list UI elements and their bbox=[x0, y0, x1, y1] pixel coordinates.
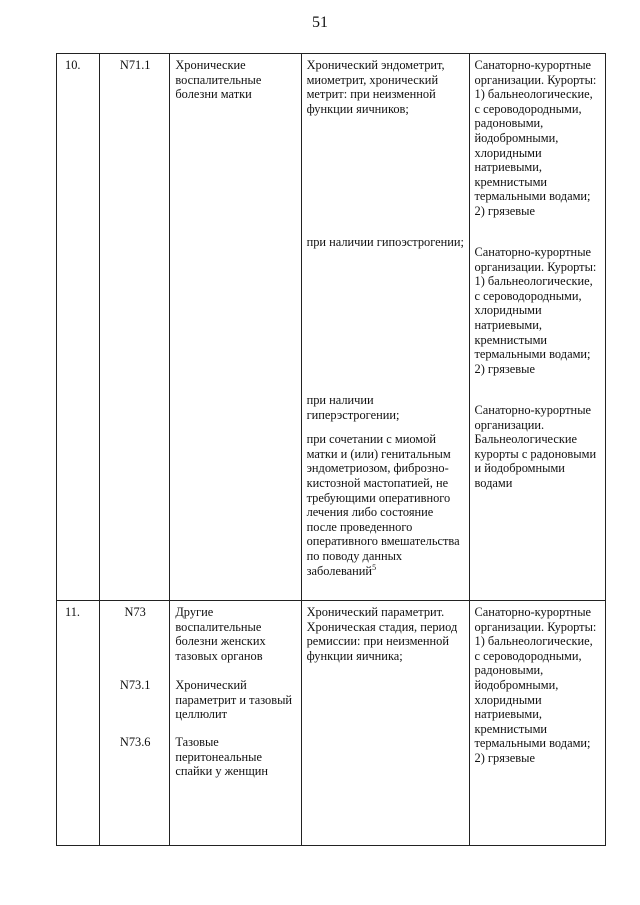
condition-text: при наличии гипоэстрогении; bbox=[306, 235, 464, 249]
recommendation-text: Санаторно-курортные организации. Курорты: 1) бальнеологические, с сероводородными, хлоридными натриевыми, кремнистыми термальными водами; 2) грязевые bbox=[474, 245, 597, 376]
row-number: 11. bbox=[57, 601, 100, 846]
table-row bbox=[57, 601, 606, 846]
disease-name: Другие воспалительные болезни женских тазовых органов bbox=[175, 605, 266, 663]
disease-names-cell bbox=[170, 601, 301, 846]
icd-codes-cell bbox=[100, 601, 170, 846]
icd-code: N73.6 bbox=[119, 735, 151, 749]
recommendation-text: Санаторно-курортные организации. Курорты: 1) бальнеологические, с сероводородными, радоновыми, йодобромными, хлоридными натриевыми, кремнистыми термальными водами; 2) грязевые bbox=[474, 58, 597, 218]
condition-text: Хронический параметрит. Хроническая стадия, период ремиссии: при неизменной функции яичника; bbox=[301, 601, 469, 846]
icd-code: N73.1 bbox=[119, 678, 151, 692]
recommendation-text: Санаторно-курортные организации. Бальнеологические курорты с радоновыми и йодобромными водами bbox=[474, 403, 597, 490]
treatment-table bbox=[56, 53, 606, 846]
conditions-cell bbox=[301, 54, 469, 601]
condition-text-part: при сочетании с миомой матки и (или) генитальным эндометриозом, фиброзно-кистозной мастопатией, не требующими оперативного лечения либо состояние после проведенного оперативного вмешательства по поводу данных заболеваний bbox=[306, 432, 460, 578]
table-row bbox=[57, 54, 606, 601]
recommendation-text: Санаторно-курортные организации. Курорты: 1) бальнеологические, с сероводородными, радоновыми, йодобромными, хлоридными натриевыми, кремнистыми термальными водами; 2) грязевые bbox=[469, 601, 605, 846]
page-number: 51 bbox=[312, 14, 328, 31]
icd-code: N71.1 bbox=[100, 54, 170, 601]
condition-text bbox=[307, 432, 465, 578]
row-number: 10. bbox=[57, 54, 100, 601]
disease-name: Хронические воспалительные болезни матки bbox=[170, 54, 301, 601]
footnote-marker: 5 bbox=[372, 562, 377, 572]
disease-name: Хронический параметрит и тазовый целлюлит bbox=[175, 678, 293, 722]
recommendation-cell bbox=[469, 54, 605, 601]
icd-code: N73 bbox=[124, 605, 146, 619]
condition-text: при наличии гиперэстрогении; bbox=[306, 393, 400, 422]
disease-name: Тазовые перитонеальные спайки у женщин bbox=[175, 735, 268, 779]
condition-text: Хронический эндометрит, миометрит, хронический метрит: при неизменной функции яичников; bbox=[306, 58, 445, 116]
